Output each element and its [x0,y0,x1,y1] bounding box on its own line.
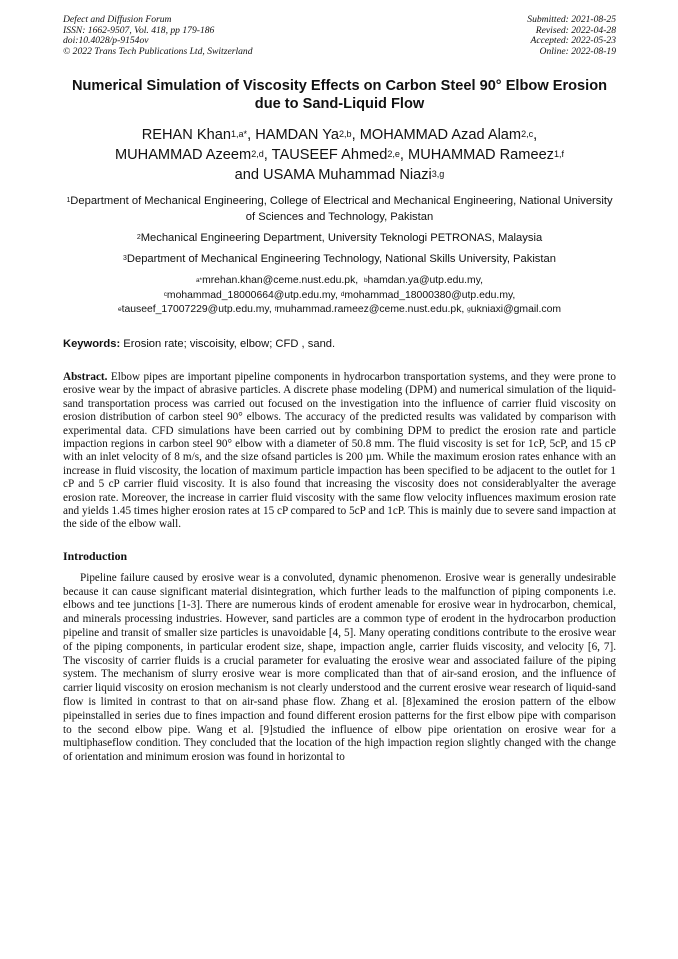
journal-info [63,15,253,57]
journal-doi: doi:10.4028/p-9154ov [63,35,149,47]
email-mark: g [467,305,471,313]
journal-issn: ISSN: 1662-9507, Vol. 418, pp 179-186 [63,24,215,36]
author-separator: , [533,127,538,144]
keywords-text: Erosion rate; viscoisity, elbow; CFD , sand. [120,337,336,350]
affiliation-mark: 1 [66,196,71,204]
email-mark: f [274,305,277,313]
email-address[interactable]: muhammad.rameez@ceme.nust.edu.pk, [276,304,468,316]
author-name: MUHAMMAD Rameez [408,147,554,164]
date-revised: Revised: 2022-04-28 [535,24,616,36]
date-accepted: Accepted: 2022-05-23 [530,35,616,47]
email-mark: b [363,276,368,284]
author-name: and USAMA Muhammad Niazi [234,167,432,184]
author-affiliation-mark: 2,e [387,149,400,160]
email-line-3 [63,303,616,318]
affiliation-text: Department of Mechanical Engineering Technology, National Skills University, Pakistan [126,253,556,266]
email-line-1 [63,274,616,289]
author-name: HAMDAN Ya [255,127,340,144]
paper-page [63,15,616,765]
journal-copyright: © 2022 Trans Tech Publications Ltd, Switzerland [63,45,253,57]
affiliation-2 [63,230,616,246]
abstract [63,371,616,532]
author-list [63,125,616,185]
affiliation-text: Department of Mechanical Engineering, College of Electrical and Mechanical Engineering, National University of Sciences and Technology, Pakistan [70,195,613,224]
affiliation-text: Mechanical Engineering Department, University Teknologi PETRONAS, Malaysia [140,232,543,245]
author-name: TAUSEEF Ahmed [271,147,388,164]
email-address[interactable]: mrehan.khan@ceme.nust.edu.pk, [202,275,362,287]
date-online: Online: 2022-08-19 [539,45,616,57]
author-affiliation-mark: 3,g [431,169,445,180]
author-separator: , [247,127,256,144]
email-address[interactable]: hamdan.ya@utp.edu.my, [367,275,484,287]
affiliation-3 [63,251,616,267]
email-address[interactable]: mohammad_18000380@utp.edu.my, [344,289,516,301]
journal-header [63,15,616,57]
email-mark: a* [195,276,203,284]
abstract-label: Abstract. [63,370,108,383]
author-name: MOHAMMAD Azad Alam [359,127,522,144]
email-mark: c [163,291,167,299]
author-affiliation-mark: 2,d [251,149,264,160]
email-list [63,274,616,318]
author-separator: , [399,147,409,164]
author-name: REHAN Khan [141,127,231,144]
affiliation-1 [63,193,616,225]
email-address[interactable]: tauseef_17007229@utp.edu.my, [121,304,275,316]
email-address[interactable]: mohammad_18000664@utp.edu.my, [166,289,341,301]
author-separator: , [263,147,272,164]
date-submitted: Submitted: 2021-08-25 [527,14,616,25]
affiliation-mark: 3 [123,254,127,262]
email-mark: d [340,291,345,299]
introduction-heading: Introduction [63,548,128,563]
keywords [63,337,616,351]
author-affiliation-mark: 2,c [521,129,534,140]
publication-dates [527,15,616,57]
author-line-1 [63,125,616,145]
author-line-3 [63,165,616,185]
email-line-2 [63,289,616,304]
introduction-paragraph: Pipeline failure caused by erosive wear is a convoluted, dynamic phenomenon. Erosive wear is generally undesirable because it can cause significant material disintegration, which further leads to the malfunction of piping components i.e. elbows and tee junctions [1-3]. There are numerous kinds of erodent amenable for erosive wear in hydrocarbon, chemical, and minerals processing industries. However, sand particles are a common type of erodent in the hydrocarbon production pipeline and transit of smaller size particles is unavoidable [4, 5]. Many operating conditions contribute to the erosive wear of the piping components, in particular erodent size, shape, impaction angle, carrier fluids viscosity, and velocity [6, 7]. The viscosity of carrier fluids is a crucial parameter for evaluating the erosive wear and associated failure of the piping system. The mechanism of slurry erosive wear is more complicated than that of air-sand erosion, and the influence of carrier liquid viscosity on erosion mechanism is not clearly understood and the current erosive wear research of liquid-sand flow is limited in contrast to that on air-sand phase flow. Zhang et al. [8]examined the erosion pattern of the elbow pipeinstalled in series due to fines impaction and found different erosion patterns for the first elbow pipe with comparison to the second elbow pipe. Wang et al. [9]studied the influence of elbow pipe orientation on erosive wear for a multiphaseflow condition. They concluded that the location of the high impaction region slightly changed with the change of orientation and minimum erosion was found in horizontal to [63,571,616,764]
paper-title: Numerical Simulation of Viscosity Effects on Carbon Steel 90° Elbow Erosion due to Sand-Liquid Flow [71,78,608,113]
affiliation-mark: 2 [136,233,141,241]
author-affiliation-mark: 1,a* [230,129,248,140]
abstract-text: Elbow pipes are important pipeline components in hydrocarbon transportation systems, and they were prone to erosive wear by the impact of abrasive particles. A discrete phase modeling (DPM) and numerical simulation of the liquid-sand transportation process was carried out focused on the investigation into the influence of carrier fluid viscosity on erosion distribution of carbon steel 90° elbows. The accuracy of the predicted results was validated by comparison with experimental data. CFD simulations have been carried out by combining DPM to predict the erosion rate and particle impaction regions in carbon steel 90° elbow with a diameter of 50.8 mm. The fluid viscosity is set for 1cP, 5cP, and 15 cP with an inlet velocity of 8 m/s, and the size ofsand particles is 200 µm. While the maximum erosion rates enhance with an increase in fluid viscosity, the location of maximum particle impaction has been specified to be adjacent to the outlet for 1 cP and 5 cP carrier fluid viscosity. It is also found that increasing the viscosity does not considerablyalter the average erosion rate. Moreover, the increase in carrier fluid viscosity with the same flow velocity influences maximum erosion rate and yields 1.45 times higher erosion rates at 15 cP compared to 5cP and 1cP. This is mainly due to severe sand impaction at the side of the elbow wall. [63,370,616,531]
author-affiliation-mark: 2,b [339,129,352,140]
author-separator: , [351,127,360,144]
author-name: MUHAMMAD Azeem [114,147,252,164]
email-mark: e [117,305,122,313]
keywords-label: Keywords: [63,337,121,350]
author-affiliation-mark: 1,f [553,149,565,160]
author-line-2 [63,145,616,165]
email-address[interactable]: ukniaxi@gmail.com [470,304,562,316]
journal-name: Defect and Diffusion Forum [63,14,172,25]
